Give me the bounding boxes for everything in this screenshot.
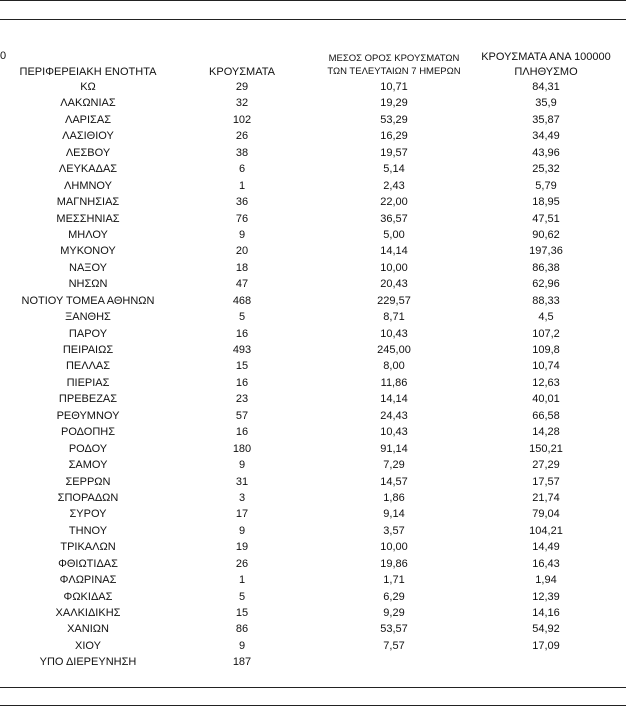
region-cell: ΡΕΘΥΜΝΟΥ	[56, 409, 120, 422]
avg7-cell: 24,43	[380, 409, 408, 422]
cases-cell: 102	[232, 113, 252, 126]
region-cell: ΥΠΟ ΔΙΕΡΕΥΝΗΣΗ	[39, 656, 137, 669]
cases-cell: 18	[235, 261, 249, 274]
cases-cell: 1	[238, 574, 246, 587]
per100k-cell: 17,09	[532, 639, 560, 652]
per100k-cell: 86,38	[532, 261, 560, 274]
table-row	[0, 392, 630, 408]
avg7-cell: 5,00	[383, 228, 405, 241]
cases-cell: 23	[235, 393, 249, 406]
avg7-cell: 14,14	[380, 245, 408, 258]
per100k-cell: 12,39	[532, 590, 560, 603]
cases-cell: 187	[232, 656, 252, 669]
region-cell: ΛΑΚΩΝΙΑΣ	[60, 97, 116, 110]
cases-cell: 47	[235, 278, 249, 291]
table-row	[0, 146, 630, 162]
column-header-region: ΠΕΡΙΦΕΡΕΙΑΚΗ ΕΝΟΤΗΤΑ	[19, 66, 157, 78]
table-row	[0, 179, 630, 195]
cases-cell: 19	[235, 541, 249, 554]
avg7-cell: 5,14	[383, 163, 405, 176]
per100k-cell: 5,79	[535, 179, 557, 192]
cases-cell: 1	[238, 179, 246, 192]
avg7-cell: 10,43	[380, 426, 408, 439]
per100k-cell: 54,92	[532, 623, 560, 636]
region-cell: ΧΙΟΥ	[75, 639, 101, 652]
cases-cell: 38	[235, 146, 249, 159]
per100k-cell: 104,21	[529, 524, 563, 537]
cases-cell: 3	[238, 491, 246, 504]
column-header-per100k	[470, 50, 622, 80]
table-row	[0, 343, 630, 359]
region-cell: ΧΑΛΚΙΔΙΚΗΣ	[55, 607, 121, 619]
avg7-cell: 7,29	[383, 459, 405, 472]
table-bottom-rule	[0, 687, 626, 688]
region-cell: ΞΑΝΘΗΣ	[65, 311, 111, 324]
per100k-cell: 10,74	[532, 360, 560, 373]
table-row	[0, 195, 630, 211]
page-bottom-rule	[0, 705, 626, 706]
table-row	[0, 96, 630, 112]
avg7-cell: 2,43	[383, 179, 405, 192]
cases-cell: 26	[235, 557, 249, 570]
cases-cell: 9	[238, 459, 246, 472]
table-row	[0, 244, 630, 260]
avg7-cell: 6,29	[383, 590, 405, 603]
table-row	[0, 310, 630, 326]
avg7-cell: 7,57	[383, 639, 405, 652]
avg7-cell: 19,57	[380, 146, 408, 159]
table-row	[0, 507, 630, 523]
table-row	[0, 162, 630, 178]
region-cell: ΜΕΣΣΗΝΙΑΣ	[56, 212, 120, 225]
region-cell: ΚΩ	[80, 81, 96, 93]
table-row	[0, 359, 630, 375]
avg7-cell: 53,29	[380, 113, 408, 126]
cases-cell: 493	[232, 344, 252, 356]
table-row	[0, 277, 630, 293]
table-row	[0, 261, 630, 277]
region-cell: ΤΗΝΟΥ	[68, 524, 108, 537]
cases-cell: 180	[232, 442, 252, 455]
data-table-body	[0, 80, 630, 672]
table-row	[0, 129, 630, 145]
avg7-cell: 9,29	[383, 607, 405, 619]
region-cell: ΣΠΟΡΑΔΩΝ	[57, 491, 119, 504]
avg7-cell: 229,57	[377, 294, 411, 307]
cases-cell: 16	[235, 327, 249, 340]
region-cell: ΠΑΡΟΥ	[68, 327, 108, 340]
table-row	[0, 212, 630, 228]
avg7-cell: 245,00	[377, 344, 411, 356]
per100k-cell: 150,21	[529, 442, 563, 455]
per100k-cell: 4,5	[538, 311, 554, 324]
region-cell: ΣΑΜΟΥ	[68, 459, 108, 472]
per100k-cell: 90,62	[532, 228, 560, 241]
column-header-avg7-line2: ΤΩΝ ΤΕΛΕΥΤΑΙΩΝ 7 ΗΜΕΡΩΝ	[327, 66, 461, 77]
region-cell: ΜΥΚΟΝΟΥ	[60, 245, 116, 258]
table-row	[0, 327, 630, 343]
avg7-cell: 10,43	[380, 327, 408, 340]
per100k-cell: 43,96	[532, 146, 560, 159]
region-cell: ΠΙΕΡΙΑΣ	[66, 376, 110, 389]
cases-cell: 32	[235, 97, 249, 110]
per100k-cell: 62,96	[532, 278, 560, 291]
region-cell: ΛΕΥΚΑΔΑΣ	[58, 163, 118, 176]
region-cell: ΜΗΛΟΥ	[68, 228, 108, 241]
region-cell: ΠΕΛΛΑΣ	[65, 360, 111, 373]
avg7-cell: 10,00	[380, 541, 408, 554]
cut-off-header-text: 0	[0, 50, 7, 62]
cases-cell: 5	[238, 311, 246, 324]
region-cell: ΝΗΣΩΝ	[68, 278, 108, 291]
per100k-cell: 27,29	[532, 459, 560, 472]
region-cell: ΦΩΚΙΔΑΣ	[63, 590, 113, 603]
table-row	[0, 228, 630, 244]
per100k-cell: 34,49	[532, 130, 560, 143]
avg7-cell: 91,14	[380, 442, 408, 455]
table-row	[0, 639, 630, 655]
table-row	[0, 113, 630, 129]
avg7-cell: 16,29	[380, 130, 408, 143]
column-header-avg7	[318, 52, 470, 78]
cases-cell: 6	[238, 163, 246, 176]
per100k-cell: 197,36	[529, 245, 563, 258]
cases-cell: 26	[235, 130, 249, 143]
table-row	[0, 294, 630, 310]
cases-cell: 20	[235, 245, 249, 258]
region-cell: ΛΗΜΝΟΥ	[64, 179, 112, 192]
table-row	[0, 622, 630, 638]
table-row	[0, 606, 630, 622]
region-cell: ΛΑΡΙΣΑΣ	[64, 113, 111, 126]
column-header-per100k-line2: ΠΛΗΘΥΣΜΟ	[514, 66, 578, 78]
table-row	[0, 376, 630, 392]
avg7-cell: 22,00	[380, 196, 408, 209]
avg7-cell: 14,14	[380, 393, 408, 406]
region-cell: ΠΕΙΡΑΙΩΣ	[62, 344, 114, 356]
cases-cell: 9	[238, 228, 246, 241]
avg7-cell: 3,57	[383, 524, 405, 537]
avg7-cell: 8,71	[383, 311, 405, 324]
column-header-avg7-line1: ΜΕΣΟΣ ΟΡΟΣ ΚΡΟΥΣΜΑΤΩΝ	[328, 53, 460, 64]
per100k-cell: 16,43	[532, 557, 560, 570]
table-row	[0, 425, 630, 441]
cases-cell: 9	[238, 639, 246, 652]
cases-cell: 31	[235, 475, 249, 488]
per100k-cell: 14,49	[532, 541, 560, 554]
per100k-cell: 14,28	[532, 426, 560, 439]
region-cell: ΡΟΔΟΠΗΣ	[60, 426, 116, 439]
region-cell: ΡΟΔΟΥ	[68, 442, 108, 455]
region-cell: ΤΡΙΚΑΛΩΝ	[60, 541, 116, 554]
avg7-cell: 19,86	[380, 557, 408, 570]
cases-cell: 76	[235, 212, 249, 225]
table-row	[0, 655, 630, 671]
per100k-cell: 12,63	[532, 376, 560, 389]
table-row	[0, 573, 630, 589]
cases-cell: 468	[232, 294, 252, 307]
per100k-cell: 35,9	[535, 97, 557, 110]
avg7-cell: 36,57	[380, 212, 408, 225]
table-row	[0, 491, 630, 507]
region-cell: ΜΑΓΝΗΣΙΑΣ	[56, 196, 120, 209]
region-cell: ΛΕΣΒΟΥ	[65, 146, 111, 159]
cases-cell: 86	[235, 623, 249, 636]
cases-cell: 57	[235, 409, 249, 422]
table-row	[0, 80, 630, 96]
avg7-cell: 1,71	[383, 574, 405, 587]
table-row	[0, 540, 630, 556]
per100k-cell: 14,16	[532, 607, 560, 619]
table-row	[0, 458, 630, 474]
per100k-cell: 66,58	[532, 409, 560, 422]
avg7-cell: 53,57	[380, 623, 408, 636]
per100k-cell: 25,32	[532, 163, 560, 176]
per100k-cell: 18,95	[532, 196, 560, 209]
region-cell: ΣΕΡΡΩΝ	[65, 475, 111, 488]
region-cell: ΠΡΕΒΕΖΑΣ	[58, 393, 118, 406]
avg7-cell: 19,29	[380, 97, 408, 110]
cases-cell: 29	[235, 81, 249, 93]
per100k-cell: 84,31	[532, 81, 560, 93]
region-cell: ΧΑΝΙΩΝ	[67, 623, 109, 636]
cases-cell: 9	[238, 524, 246, 537]
table-row	[0, 442, 630, 458]
cases-cell: 36	[235, 196, 249, 209]
avg7-cell: 10,00	[380, 261, 408, 274]
per100k-cell: 88,33	[532, 294, 560, 307]
per100k-cell: 109,8	[532, 344, 560, 356]
region-cell: ΦΘΙΩΤΙΔΑΣ	[58, 557, 118, 570]
region-cell: ΣΥΡΟΥ	[69, 508, 107, 521]
per100k-cell: 17,57	[532, 475, 560, 488]
region-cell: ΦΛΩΡΙΝΑΣ	[59, 574, 117, 587]
top-border-rule	[0, 0, 626, 1]
avg7-cell: 1,86	[383, 491, 405, 504]
avg7-cell: 11,86	[380, 376, 408, 389]
header-top-rule	[0, 19, 626, 20]
avg7-cell: 8,00	[383, 360, 405, 373]
avg7-cell: 10,71	[380, 81, 408, 93]
table-row	[0, 557, 630, 573]
region-cell: ΛΑΣΙΘΙΟΥ	[62, 130, 114, 143]
region-cell: ΝΑΞΟΥ	[69, 261, 107, 274]
cases-cell: 17	[235, 508, 249, 521]
table-row	[0, 475, 630, 491]
column-header-per100k-line1: ΚΡΟΥΣΜΑΤΑ ΑΝΑ 100000	[481, 51, 611, 63]
avg7-cell: 9,14	[383, 508, 405, 521]
per100k-cell: 1,94	[535, 574, 557, 587]
per100k-cell: 79,04	[532, 508, 560, 521]
per100k-cell: 47,51	[532, 212, 560, 225]
column-header-cases: ΚΡΟΥΣΜΑΤΑ	[209, 66, 275, 78]
cases-cell: 15	[235, 360, 249, 373]
cases-cell: 15	[235, 607, 249, 619]
per100k-cell: 107,2	[532, 327, 560, 340]
cases-cell: 16	[235, 426, 249, 439]
table-row	[0, 409, 630, 425]
avg7-cell: 20,43	[380, 278, 408, 291]
avg7-cell: 14,57	[380, 475, 408, 488]
per100k-cell: 40,01	[532, 393, 560, 406]
table-row	[0, 524, 630, 540]
cases-cell: 16	[235, 376, 249, 389]
region-cell: ΝΟΤΙΟΥ ΤΟΜΕΑ ΑΘΗΝΩΝ	[21, 294, 155, 307]
per100k-cell: 35,87	[532, 113, 560, 126]
per100k-cell: 21,74	[532, 491, 560, 504]
table-row	[0, 590, 630, 606]
cases-cell: 5	[238, 590, 246, 603]
